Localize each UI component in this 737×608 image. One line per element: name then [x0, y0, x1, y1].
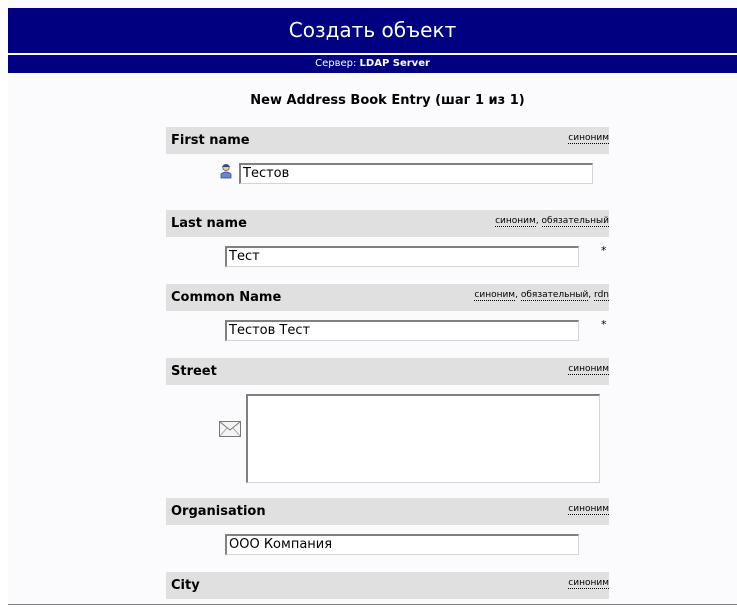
note-separator: , [515, 290, 521, 300]
server-label: Сервер: [315, 58, 357, 69]
street-textarea[interactable] [246, 394, 600, 483]
note-alias[interactable]: синоним [568, 578, 609, 588]
note-required[interactable]: обязательный [520, 290, 589, 300]
attribute-label: First name [171, 133, 250, 148]
attribute-row-common-name [166, 284, 609, 311]
attribute-row-city [166, 572, 609, 599]
attribute-notes [568, 572, 609, 594]
note-rdn[interactable]: rdn [594, 290, 609, 300]
note-alias[interactable]: синоним [568, 504, 609, 514]
left-margin [0, 0, 8, 608]
note-alias[interactable]: синоним [474, 290, 516, 300]
attribute-label: Common Name [171, 290, 282, 305]
organisation-input[interactable]: ООО Компания [225, 534, 579, 555]
attribute-row-organisation [166, 498, 609, 525]
common-name-input[interactable]: Тестов Тест [225, 320, 579, 341]
attribute-label: Organisation [171, 504, 266, 519]
first-name-input[interactable]: Тестов [239, 163, 593, 184]
server-bar [8, 55, 737, 73]
note-alias[interactable]: синоним [568, 364, 609, 374]
attribute-label: City [171, 578, 200, 593]
attribute-label: Street [171, 364, 217, 379]
page-title: Создать объект [288, 18, 457, 42]
attribute-label: Last name [171, 216, 247, 231]
form-title: New Address Book Entry (шаг 1 из 1) [250, 93, 525, 108]
page-header [8, 8, 737, 53]
last-name-input[interactable]: Тест [225, 246, 579, 267]
attribute-notes [568, 498, 609, 520]
attribute-row-first-name [166, 127, 609, 154]
note-separator: , [535, 216, 542, 226]
attribute-row-street [166, 358, 609, 385]
required-marker: * [601, 318, 607, 331]
attribute-notes [474, 284, 609, 306]
note-required[interactable]: обязательный [541, 216, 609, 226]
attribute-notes [568, 127, 609, 149]
note-separator: , [588, 290, 595, 300]
attribute-row-last-name [166, 210, 609, 237]
user-icon [220, 163, 232, 183]
server-name: LDAP Server [359, 58, 430, 69]
mail-envelope-icon [219, 421, 241, 441]
note-alias[interactable]: синоним [495, 216, 536, 226]
attribute-notes [568, 358, 609, 380]
required-marker: * [601, 244, 607, 257]
note-alias[interactable]: синоним [568, 133, 609, 143]
attribute-notes [495, 210, 609, 232]
